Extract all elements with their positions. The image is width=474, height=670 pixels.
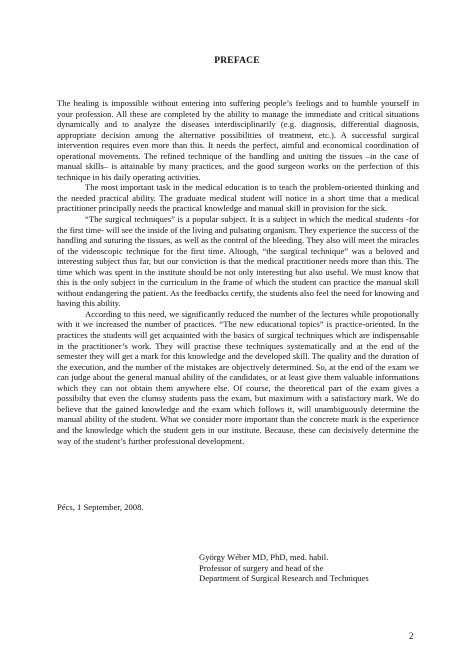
signature-role: Professor of surgery and head of the xyxy=(199,562,324,573)
page-number: 2 xyxy=(409,631,414,641)
date-line: Pécs, 1 September, 2008. xyxy=(57,502,144,512)
signature-department: Department of Surgical Research and Techniques xyxy=(199,573,369,584)
signature-block xyxy=(199,552,369,584)
paragraph-1: The healing is impossible without entering into suffering people’s feelings and to humble yourself in your profession. All these are completed by the ability to manage the immediate and critical situations dynamically and to analyze the diseases interdisciplinarily (e.g. diagnosis, differential diagnosis, appropriate decision among the alternative possibilities of treatment, etc.). A successful surgical intervention requires even more than this. It needs the perfect, aimful and economical coordination of operational movements. The refined technique of the handling and uniting the tissues –in the case of manual skills– is attainable by many practices, and the good surgeon works on the perfection of this technique in his daily operating activities. xyxy=(57,98,419,182)
preface-body xyxy=(57,98,419,446)
paragraph-2: The most important task in the medical education is to teach the problem-oriented thinking and the needed practical ability. The graduate medical student will notice in a short time that a medical practitioner principally needs the practical knowledge and manual skill in provision for the sick. xyxy=(57,182,419,214)
signature-name: György Wéber MD, PhD, med. habil. xyxy=(199,552,329,562)
page-title: PREFACE xyxy=(214,56,260,66)
paragraph-4: According to this need, we significantly reduced the number of the lectures while propotionally with it we increased the number of practices. “The new educational topics” is practice-oriented. In the practices the students will get acquainted with the basics of surgical techniques which are indispensable in the practitioner’s work. They will practise these techniques systematically and at the end of the semester they will get a mark for this knowledge and the developed skill. The quality and the duration of the execution, and the number of the mistakes are objectively determined. So, at the end of the exam we can judge about the general manual ability of the candidates, or at least give them valuable informations which they can not obtain them anywhere else. Of course, the theoretical part of the exam gives a possibilty that even the clumsy students pass the exam, but maximum with a satisfactory mark. We do believe that the gained knowledge and the exam which follows it, will unambiguously determine the manual ability of the student. What we consider more important than the concrete mark is the experience and the knowledge which the student gets in our institute. Because, these can decisively determine the way of the student’s further professional development. xyxy=(57,308,419,446)
paragraph-3: “The surgical techniques” is a popular subject. It is a subject in which the medical students -for the first time- will see the inside of the living and pulsating organism. They experience the success of the handling and suturing the tissues, as well as the control of the bleeding. They also will meet the miracles of the videoscopic technique for the first time. Altough, “the surgical technique” was a beloved and interesting subject thus far, but our conviction is that the medical practitioner needs more than this. The time which was spent in the institute should be not only interesting but also useful. We must know that this is the only subject in the curriculum in the frame of which the student can practice the manual skill without endangering the patient. As the feedbacks certify, the students also feel the need for knowing and having this ability. xyxy=(57,214,419,309)
